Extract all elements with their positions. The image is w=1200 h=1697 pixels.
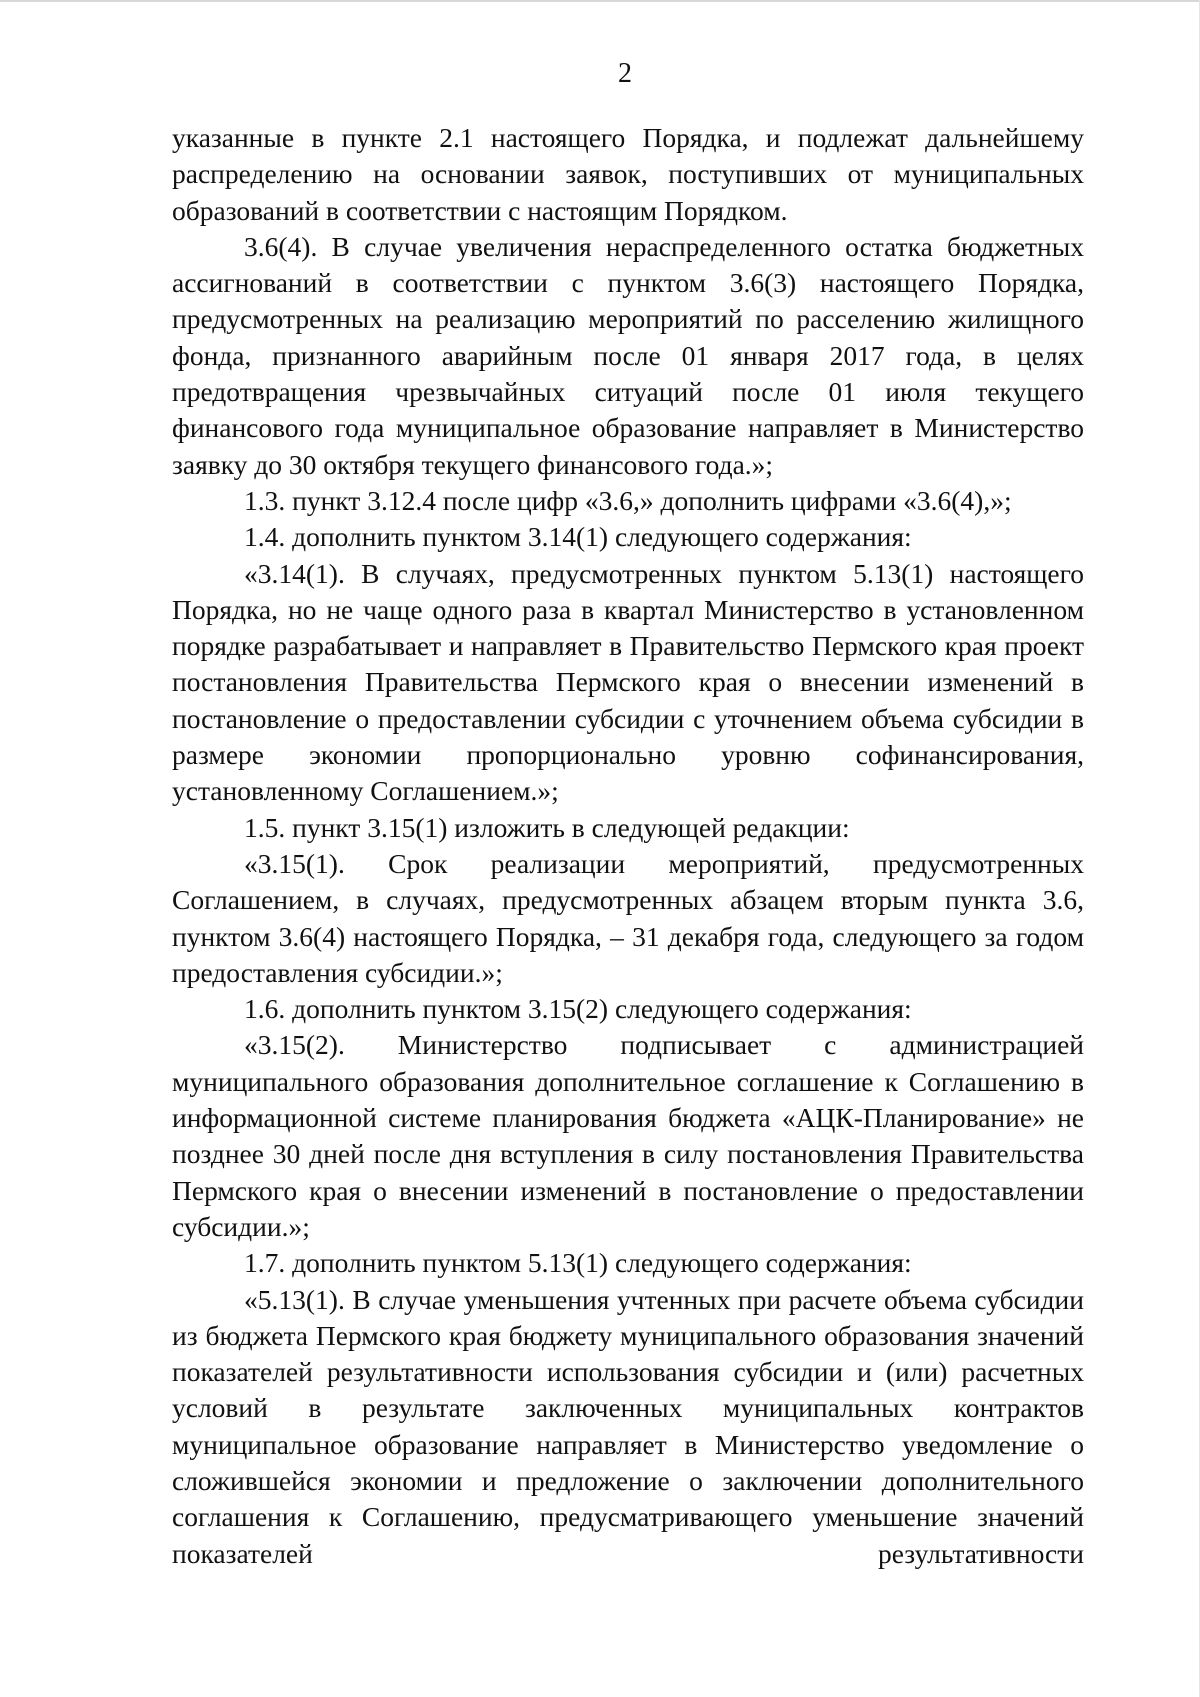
paragraph-1-3: 1.3. пункт 3.12.4 после цифр «3.6,» дополнить цифрами «3.6(4),»; <box>244 484 1012 516</box>
paragraph-1-4: 1.4. дополнить пунктом 3.14(1) следующего содержания: <box>244 521 912 553</box>
paragraph-1-5: 1.5. пункт 3.15(1) изложить в следующей редакции: <box>244 811 850 843</box>
paragraph-1-7: 1.7. дополнить пунктом 5.13(1) следующего содержания: <box>244 1247 912 1279</box>
paragraph-3-6-4: 3.6(4). В случае увеличения нераспределенного остатка бюджетных ассигнований в соответствии с пунктом 3.6(3) настоящего Порядка, предусмотренных на реализацию мероприятий по расселению жилищного фонда, признанного аварийным после 01 января 2017 года, в целях предотвращения чрезвычайных ситуаций после 01 июля текущего финансового года муниципальное образование направляет в Министерство заявку до 30 октября текущего финансового года.»; <box>172 230 1084 480</box>
paragraph-3-14-1: «3.14(1). В случаях, предусмотренных пунктом 5.13(1) настоящего Порядка, но не чаще одного раза в квартал Министерство в установленном порядке разрабатывает и направляет в Правительство Пермского края проект постановления Правительства Пермского края о внесении изменений в постановление о предоставлении субсидии с уточнением объема субсидии в размере экономии пропорционально уровню софинансирования, установленному Соглашением.»; <box>172 557 1084 807</box>
document-body <box>172 120 1084 1572</box>
scan-edge-top <box>0 0 1200 2</box>
paragraph-5-13-1: «5.13(1). В случае уменьшения учтенных при расчете объема субсидии из бюджета Пермского края бюджету муниципального образования значений показателей результативности использования субсидии и (или) расчетных условий в результате заключенных муниципальных контрактов муниципальное образование направляет в Министерство уведомление о сложившейся экономии и предложение о заключении дополнительного соглашения к Соглашению, предусматривающего уменьшение значений показателей результативности <box>172 1283 1084 1569</box>
paragraph-1-6: 1.6. дополнить пунктом 3.15(2) следующего содержания: <box>244 993 912 1025</box>
page-number: 2 <box>618 58 632 89</box>
paragraph-3-15-1: «3.15(1). Срок реализации мероприятий, предусмотренных Соглашением, в случаях, предусмотренных абзацем вторым пункта 3.6, пунктом 3.6(4) настоящего Порядка, – 31 декабря года, следующего за годом предоставления субсидии.»; <box>172 847 1084 988</box>
paragraph-continuation: указанные в пункте 2.1 настоящего Порядка, и подлежат дальнейшему распределению на основании заявок, поступивших от муниципальных образований в соответствии с настоящим Порядком. <box>172 122 1084 226</box>
paragraph-3-15-2: «3.15(2). Министерство подписывает с администрацией муниципального образования дополнительное соглашение к Соглашению в информационной системе планирования бюджета «АЦК-Планирование» не позднее 30 дней после дня вступления в силу постановления Правительства Пермского края о внесении изменений в постановление о предоставлении субсидии.»; <box>172 1029 1084 1242</box>
